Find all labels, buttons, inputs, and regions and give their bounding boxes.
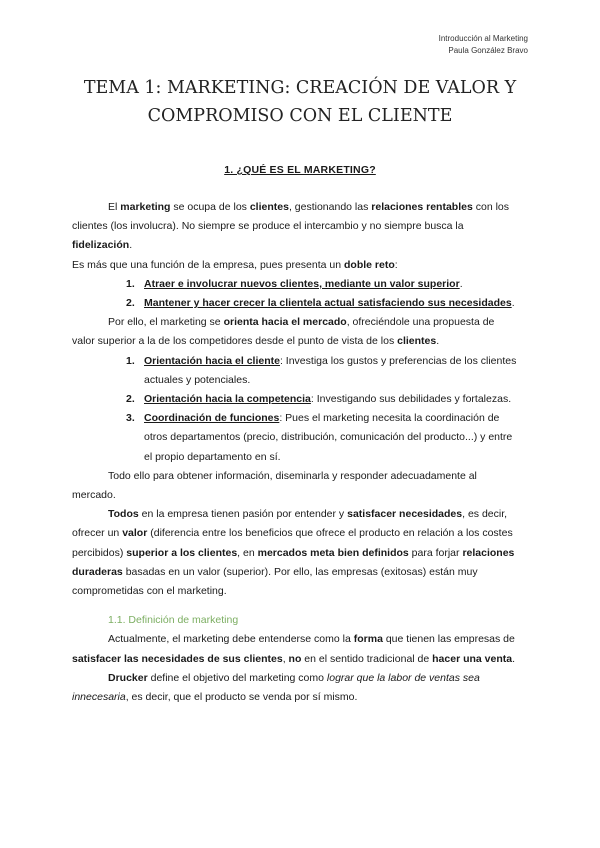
document-body [72, 198, 517, 707]
paragraph-market-orientation: Por ello, el marketing se orienta hacia el mercado, ofreciéndole una propuesta de valor superior a la de los competidores desde el punto de vista de los clientes. [72, 316, 495, 348]
paragraph-information: Todo ello para obtener información, diseminarla y responder adecuadamente al mercado. [72, 469, 477, 502]
paragraph-definition: Actualmente, el marketing debe entenderse como la forma que tienen las empresas de satisfacer las necesidades de sus clientes, no en el sentido tradicional de hacer una venta. [72, 633, 516, 665]
paragraph-drucker: Drucker define el objetivo del marketing como lograr que la labor de ventas sea innecesaria, es decir, que el producto se venda por sí mismo. [72, 671, 480, 704]
document-header [439, 33, 528, 57]
paragraph-marketing-intro: El marketing se ocupa de los clientes, gestionando las relaciones rentables con los clientes (los involucra). No siempre se produce el intercambio y no siempre busca la fidelización. [72, 201, 510, 252]
title-line-1: TEMA 1: MARKETING: CREACIÓN DE VALOR Y [83, 78, 517, 98]
course-name: Introducción al Marketing [438, 34, 528, 43]
section-1-1-heading: 1.1. Definición de marketing [108, 614, 239, 627]
orientation-list [72, 352, 517, 467]
list-item: 2. Orientación hacia la competencia: Investigando sus debilidades y fortalezas. [126, 393, 512, 406]
author-name: Paula González Bravo [448, 46, 528, 55]
spacer [72, 601, 517, 611]
document-title [40, 74, 560, 130]
title-line-2: COMPROMISO CON EL CLIENTE [147, 106, 453, 126]
list-item: 1. Orientación hacia el cliente: Investiga los gustos y preferencias de los clientes actuales y potenciales. [126, 354, 517, 386]
list-item: 2. Mantener y hacer crecer la clientela actual satisfaciendo sus necesidades. [126, 297, 515, 310]
double-challenge-list [72, 275, 517, 313]
list-item: 1. Atraer e involucrar nuevos clientes, mediante un valor superior. [126, 277, 463, 290]
section-1-heading: 1. ¿QUÉ ES EL MARKETING? [224, 164, 376, 176]
paragraph-double-challenge: Es más que una función de la empresa, pues presenta un doble reto: [72, 258, 398, 271]
list-item: 3. Coordinación de funciones: Pues el marketing necesita la coordinación de otros departamentos (precio, distribución, comunicación del producto...) y entre el propio departamento en sí. [126, 412, 513, 463]
paragraph-value: Todos en la empresa tienen pasión por entender y satisfacer necesidades, es decir, ofrecer un valor (diferencia entre los beneficios que ofrece el producto en relación a los costes percibidos) superior a los clientes, en mercados meta bien definidos para forjar relaciones duraderas basadas en un valor (superior). Por ello, las empresas (exitosas) están muy comprometidas con el marketing. [72, 508, 515, 598]
